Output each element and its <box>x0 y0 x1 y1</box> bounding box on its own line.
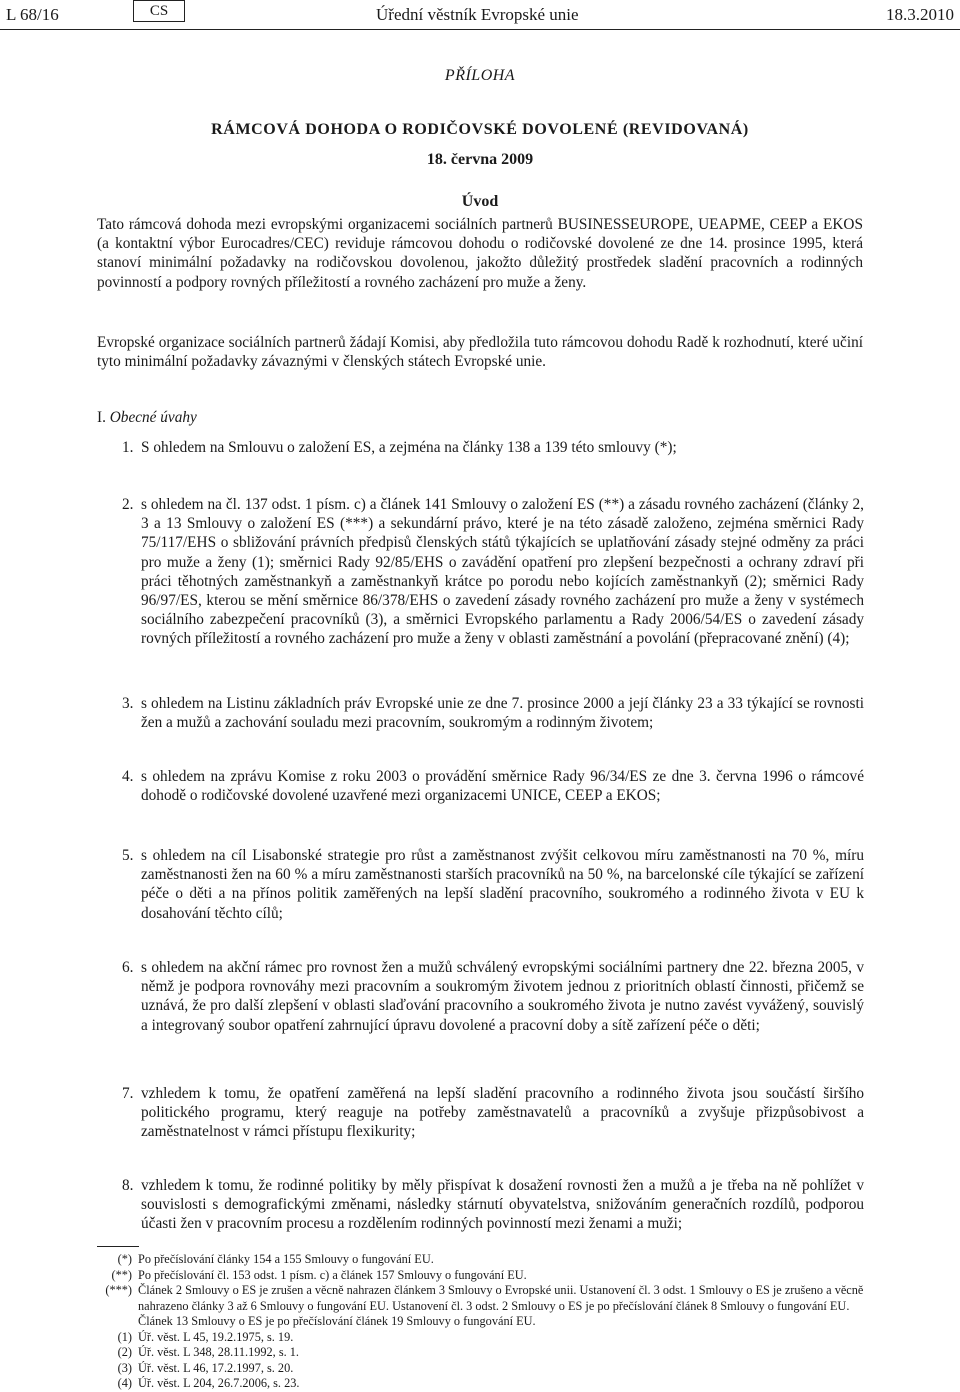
list-item <box>122 767 864 805</box>
footnote-mark: (3) <box>117 1360 132 1375</box>
footnote-text: Úř. věst. L 45, 19.2.1975, s. 19. <box>138 1329 294 1344</box>
list-item <box>122 846 864 923</box>
page-number: L 68/16 <box>6 5 59 24</box>
annex-label: PŘÍLOHA <box>444 67 516 84</box>
footnote-mark: (4) <box>117 1376 132 1390</box>
list-item <box>122 694 864 732</box>
item-text: s ohledem na cíl Lisabonské strategie pro růst a zaměstnanost zvýšit celkovou míru zaměstnanosti na 70 %, míru zaměstnanosti žen na 60 % a míru zaměstnanosti starších pracovníků na 50 %, na barcelonské cíle týkající se zařízení péče o děti a na přínos politik zaměřených na lepší sladění pracovního, soukromého a rodinného života v EU k dosahování těchto cílů; <box>141 847 864 922</box>
item-number: 3. <box>122 695 134 712</box>
footnote <box>92 1283 867 1330</box>
footnote-text: Po přečíslování články 154 a 155 Smlouvy o fungování EU. <box>138 1252 434 1266</box>
item-number: 1. <box>122 439 134 456</box>
footnote-divider <box>97 1246 139 1247</box>
section-number: I. <box>97 409 106 426</box>
item-number: 7. <box>122 1085 134 1102</box>
footnote-mark: (**) <box>111 1267 132 1282</box>
item-number: 4. <box>122 768 134 785</box>
list-item <box>122 958 864 1035</box>
item-text: vzhledem k tomu, že opatření zaměřená na lepší sladění pracovního a rodinného života jsou součástí širšího politického programu, který reaguje na potřeby zaměstnavatelů a pracovníků a zvyšuje přizpůsobivost a zaměstnatelnost v rámci přístupu flexikurity; <box>141 1085 864 1141</box>
footnote <box>92 1361 867 1377</box>
list-item <box>122 1084 864 1142</box>
document-title: RÁMCOVÁ DOHODA O RODIČOVSKÉ DOVOLENÉ (REVIDOVANÁ) <box>211 121 749 138</box>
item-number: 5. <box>122 847 134 864</box>
footnote-text: Úř. věst. L 204, 26.7.2006, s. 23. <box>138 1376 300 1390</box>
footnote-text: Úř. věst. L 348, 28.11.1992, s. 1. <box>138 1345 299 1359</box>
footnote-text: Článek 2 Smlouvy o ES je zrušen a věcně nahrazen článkem 3 Smlouvy o Evropské unii. Ustanovení čl. 3 odst. 1 Smlouvy o ES je zrušeno a věcně nahrazeno články 3 až 6 Smlouvy o fungování EU. Ustanovení čl. 3 odst. 2 Smlouvy o ES je po přečíslování článek 8 Smlouvy o fungování EU. Článek 13 Smlouvy o ES je po přečíslování článek 19 Smlouvy o fungování EU. <box>138 1283 864 1328</box>
page-header <box>0 0 960 28</box>
item-text: s ohledem na čl. 137 odst. 1 písm. c) a článek 141 Smlouvy o založení ES (**) a zásadu rovného zacházení (články 2, 3 a 13 Smlouvy o založení ES (***) a sekundární právo, které je na této zásadě založeno, zejména směrnici Rady 75/117/EHS o sbližování právních předpisů členských států týkajících se uplatňování zásady stejné odměny za práci pro muže a ženy (1); směrnici Rady 92/85/EHS o zavádění opatření pro zlepšení bezpečnosti a ochrany zdraví při práci těhotných zaměstnankyň a zaměstnankyň krátce po porodu nebo kojících zaměstnankyň (2); směrnici Rady 96/97/ES, kterou se mění směrnice 86/378/EHS o zavedení zásady rovného zacházení pro muže a ženy v systémech sociálního zabezpečení pracovníků (3), a směrnici Evropského parlamentu a Rady 2006/54/ES o zavedení zásady rovných příležitostí a rovného zacházení pro muže a ženy v oblasti zaměstnání a povolání (přepracované znění) (4); <box>141 496 864 648</box>
intro-paragraph: Tato rámcová dohoda mezi evropskými organizacemi sociálních partnerů BUSINESSEUROPE, UEAPME, CEEP a EKOS (a kontaktní výbor Eurocadres/CEC) reviduje rámcovou dohodu o rodičovské dovolené ze dne 14. prosince 1995, která stanoví minimální požadavky na rodičovskou dovolenou, jakožto důležitý prostředek sladění pracovních a rodinných povinností a podpory rovných příležitostí a rovného zacházení pro muže a ženy. <box>97 216 863 291</box>
journal-name: Úřední věstník Evropské unie <box>376 5 579 24</box>
footnote <box>92 1268 867 1284</box>
footnote-text: Úř. věst. L 46, 17.2.1997, s. 20. <box>138 1360 294 1375</box>
agreement-date: 18. června 2009 <box>426 151 534 168</box>
header-divider <box>0 29 960 30</box>
footnote <box>92 1345 867 1361</box>
footnotes <box>92 1252 867 1392</box>
footnote-mark: (*) <box>117 1252 132 1266</box>
list-item <box>122 495 864 649</box>
item-text: S ohledem na Smlouvu o založení ES, a zejména na články 138 a 139 této smlouvy (*); <box>141 439 677 456</box>
footnote-mark: (1) <box>117 1329 132 1344</box>
footnote-mark: (2) <box>117 1345 132 1359</box>
item-text: s ohledem na Listinu základních práv Evropské unie ze dne 7. prosince 2000 a její články 23 a 33 týkající se rovnosti žen a mužů a zachování souladu mezi pracovním, soukromým a rodinným životem; <box>141 695 864 732</box>
footnote-mark: (***) <box>105 1283 132 1297</box>
footnote <box>92 1376 867 1392</box>
footnote-text: Po přečíslování čl. 153 odst. 1 písm. c) a článek 157 Smlouvy o fungování EU. <box>138 1267 527 1282</box>
section-title: Obecné úvahy <box>109 409 197 426</box>
item-text: s ohledem na zprávu Komise z roku 2003 o provádění směrnice Rady 96/34/ES ze dne 3. června 1996 o rámcové dohodě o rodičovské dovolené uzavřené mezi organizacemi UNICE, CEEP a EKOS; <box>141 768 864 805</box>
list-item <box>122 438 864 457</box>
list-item <box>122 1176 864 1234</box>
publication-date: 18.3.2010 <box>886 5 954 24</box>
intro-heading: Úvod <box>461 193 499 210</box>
item-number: 2. <box>122 496 134 513</box>
section-heading <box>97 409 197 427</box>
language-code-box: CS <box>133 0 185 22</box>
item-text: s ohledem na akční rámec pro rovnost žen a mužů schválený evropskými sociálními partnery dne 22. března 2005, v němž je podpora rovnováhy mezi pracovním a soukromým životem jednou z prioritních oblastí činnosti, přičemž se uznává, že pro další zlepšení v oblasti slaďování pracovního a soukromého života je nutno zavést vyvážený, souvislý a integrovaný soubor opatření zahrnující úpravu dovolené a pracovní doby a sítě zařízení péče o děti; <box>141 959 864 1034</box>
footnote <box>92 1330 867 1346</box>
item-number: 6. <box>122 959 134 976</box>
item-text: vzhledem k tomu, že rodinné politiky by měly přispívat k dosažení rovnosti žen a mužů a je třeba na ně pohlížet v souvislosti s demografickými změnami, následky stárnutí obyvatelstva, snižováním generačních rozdílů, podporou účasti žen v pracovním procesu a rozdělením rodinných povinností mezi ženami a muži; <box>141 1177 864 1233</box>
request-paragraph: Evropské organizace sociálních partnerů žádají Komisi, aby předložila tuto rámcovou dohodu Radě k rozhodnutí, které učiní tyto minimální požadavky závaznými v členských státech Evropské unie. <box>97 334 863 371</box>
item-number: 8. <box>122 1177 134 1194</box>
footnote <box>92 1252 867 1268</box>
